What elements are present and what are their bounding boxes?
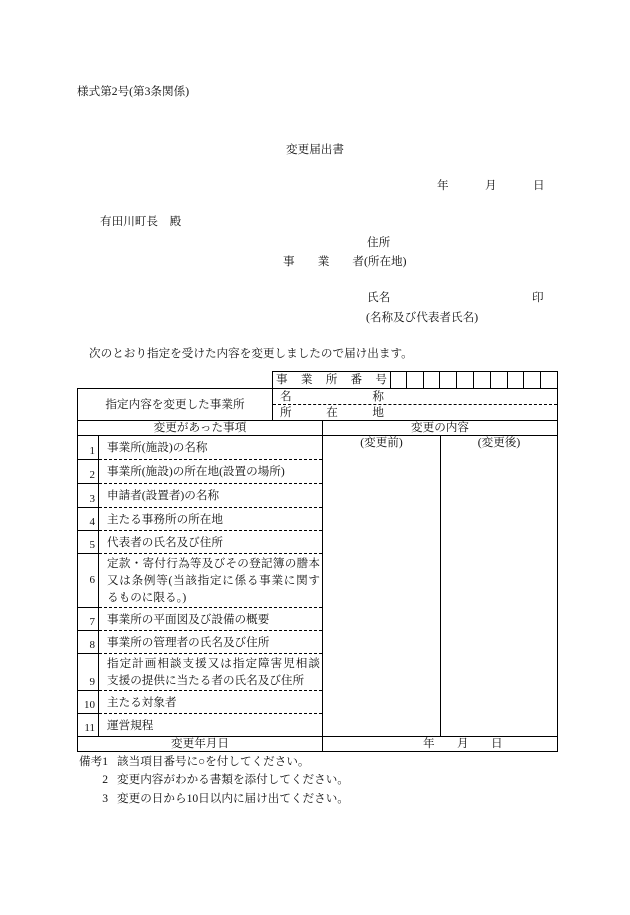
item-label-line: 定款・寄付行為等及びその登記簿の謄本 <box>107 557 320 570</box>
intro-statement: 次のとおり指定を受けた内容を変更しましたので届け出ます。 <box>89 347 413 360</box>
item-label-line: るものに限る。) <box>107 591 187 604</box>
office-number-digit-box <box>541 372 557 388</box>
item-label <box>99 714 322 736</box>
changed-item-row <box>78 691 322 714</box>
item-number: 10 <box>78 691 99 714</box>
changed-item-row <box>78 554 322 608</box>
applicant-location-note: (所在地) <box>364 255 407 268</box>
form-title: 変更届出書 <box>286 143 344 156</box>
note-label: 3 <box>102 792 108 805</box>
note-item <box>0 773 630 787</box>
office-location-label: 所在地 <box>280 406 384 419</box>
item-label-line: 事業所の管理者の氏名及び住所 <box>107 635 270 649</box>
item-label <box>99 608 322 631</box>
item-number: 4 <box>78 508 99 531</box>
applicant-name-label: 氏名 <box>367 291 391 304</box>
changed-office-label <box>77 388 273 421</box>
addressee: 有田川町長 殿 <box>100 215 182 228</box>
item-label <box>99 531 322 554</box>
item-number: 6 <box>78 554 99 608</box>
changed-item-row <box>78 460 322 484</box>
item-label <box>99 508 322 531</box>
item-number: 3 <box>78 484 99 508</box>
change-date-day-label: 日 <box>491 737 503 750</box>
item-number: 8 <box>78 631 99 654</box>
change-content-area <box>322 435 558 737</box>
item-label-line: 事業所(施設)の所在地(設置の場所) <box>107 465 285 478</box>
item-number: 9 <box>78 654 99 691</box>
item-label-line: 運営規程 <box>107 718 154 732</box>
after-change-label: (変更後) <box>477 436 521 449</box>
item-label <box>99 436 322 460</box>
item-label <box>99 460 322 484</box>
item-label-line: 事業所の平面図及び設備の概要 <box>107 612 270 626</box>
item-number: 7 <box>78 608 99 631</box>
submission-date-day-label: 日 <box>533 179 545 192</box>
change-date-month-label: 月 <box>457 737 469 750</box>
office-number-digit-box <box>407 372 424 388</box>
note-item <box>0 755 630 769</box>
changed-item-row <box>78 654 322 691</box>
change-date-value <box>322 736 558 752</box>
office-number-digit-box <box>424 372 441 388</box>
office-number-digit-box <box>508 372 525 388</box>
item-label-line: 主たる対象者 <box>107 695 177 709</box>
item-label <box>99 554 322 608</box>
item-label-line: 申請者(設置者)の名称 <box>107 489 220 502</box>
applicant-address-label: 住所 <box>367 236 391 249</box>
changed-item-row <box>78 631 322 654</box>
changed-items-header: 変更があった事項 <box>77 420 323 436</box>
before-change-label: (変更前) <box>360 436 403 449</box>
item-number: 11 <box>78 714 99 736</box>
office-number-label: 事業所番号 <box>272 371 391 389</box>
item-label-line: 又は条例等(当該指定に係る事業に関す <box>107 574 320 587</box>
changed-item-row <box>78 484 322 508</box>
change-content-header: 変更の内容 <box>322 420 558 436</box>
applicant-name-note: (名称及び代表者氏名) <box>366 311 479 324</box>
office-name-label: 名称 <box>280 390 384 403</box>
after-change-column <box>441 436 557 736</box>
changed-item-row <box>78 608 322 631</box>
changed-item-row <box>78 531 322 554</box>
before-change-column <box>323 436 441 736</box>
note-text: 該当項目番号に○を付してください。 <box>117 755 310 768</box>
office-number-digit-box <box>474 372 491 388</box>
changed-item-row <box>78 436 322 460</box>
submission-date-year-label: 年 <box>437 179 449 192</box>
change-date-label: 変更年月日 <box>77 736 323 752</box>
note-text: 変更内容がわかる書類を添付してください。 <box>117 773 349 786</box>
item-label <box>99 654 322 691</box>
office-number-digit-box <box>390 372 407 388</box>
item-number: 2 <box>78 460 99 484</box>
changed-item-row <box>78 508 322 531</box>
office-name-row <box>273 389 557 405</box>
item-label <box>99 691 322 714</box>
note-label: 2 <box>102 773 108 786</box>
office-number-digit-box <box>440 372 457 388</box>
office-number-digit-box <box>524 372 541 388</box>
office-location-row <box>273 405 557 420</box>
changed-office-label-text: 指定内容を変更した事業所 <box>105 397 245 411</box>
item-label-line: 指定計画相談支援又は指定障害児相談 <box>107 657 320 670</box>
item-number: 5 <box>78 531 99 554</box>
applicant-business-label: 事業者 <box>283 255 364 268</box>
changed-item-row <box>78 714 322 736</box>
item-number: 1 <box>78 436 99 460</box>
item-label-line: 事業所(施設)の名称 <box>107 441 208 454</box>
note-item <box>0 792 630 806</box>
note-label: 備考1 <box>79 755 108 768</box>
change-date-year-label: 年 <box>423 737 435 750</box>
submission-date-month-label: 月 <box>485 179 497 192</box>
changed-office-details <box>272 388 558 421</box>
item-label-line: 代表者の氏名及び住所 <box>107 535 223 549</box>
note-text: 変更の日から10日以内に届け出てください。 <box>117 792 349 805</box>
office-number-digit-box <box>457 372 474 388</box>
changed-items-list <box>77 435 323 737</box>
office-number-digit-box <box>491 372 508 388</box>
seal-mark: 印 <box>532 291 544 304</box>
form-number: 様式第2号(第3条関係) <box>77 85 190 98</box>
item-label-line: 主たる事務所の所在地 <box>107 512 223 526</box>
office-number-boxes <box>390 371 558 389</box>
item-label-line: 支援の提供に当たる者の氏名及び住所 <box>107 674 305 687</box>
item-label <box>99 484 322 508</box>
item-label <box>99 631 322 654</box>
